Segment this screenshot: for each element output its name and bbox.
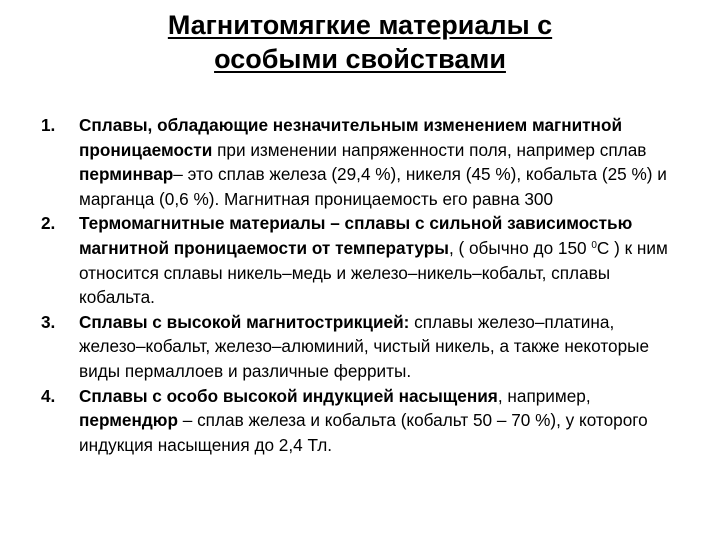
list-item-number: 1. [41,115,56,135]
list-item-number: 4. [41,385,56,406]
item-bold-term: перминвар [79,164,174,185]
item-bold-term: пермендюр [79,410,178,431]
item-text: , например, [497,385,591,406]
item-text: – это сплав железа (29,4 %), никеля (45 %), кобальта (25 %) и марганца (0,6 %). Магнитная проницаемость его равна 300 [79,164,667,209]
list-item-2 [38,211,678,309]
slide-title-line-2: особыми свойствами [214,44,506,74]
list-item-3 [38,310,678,384]
slide-title-line-1: Магнитомягкие материалы с [167,10,553,40]
item-bold-text: Сплавы с особо высокой индукцией насыщения [79,385,498,406]
numbered-list [38,113,678,457]
item-bold-text: Термомагнитные материалы – сплавы с сильной зависимостью магнитной проницаемости от температуры [79,213,633,258]
list-item-number: 3. [41,311,56,332]
slide-title [60,8,660,76]
degree-superscript: 0 [591,239,597,251]
list-item-number: 2. [41,213,56,234]
item-text: – сплав железа и кобальта (кобальт 50 – 70 %), у которого индукция насыщения до 2,4 Тл. [79,410,648,455]
item-bold-text: Сплавы, обладающие незначительным изменением магнитной проницаемости [79,115,623,160]
item-text: С ) к ним относится сплавы никель–медь и железо–никель–кобальт, сплавы кобальта. [79,237,668,308]
item-text: , ( обычно до 150 [448,237,592,258]
item-text: при изменении напряженности поля, например сплав [212,139,647,160]
item-bold-text: Сплавы с высокой магнитострикцией: [79,311,410,332]
item-text: сплавы железо–платина, железо–кобальт, железо–алюминий, чистый никель, а также некоторые виды пермаллоев и различные ферриты. [79,311,650,381]
list-item-1 [38,113,678,211]
list-item-4 [38,384,678,458]
